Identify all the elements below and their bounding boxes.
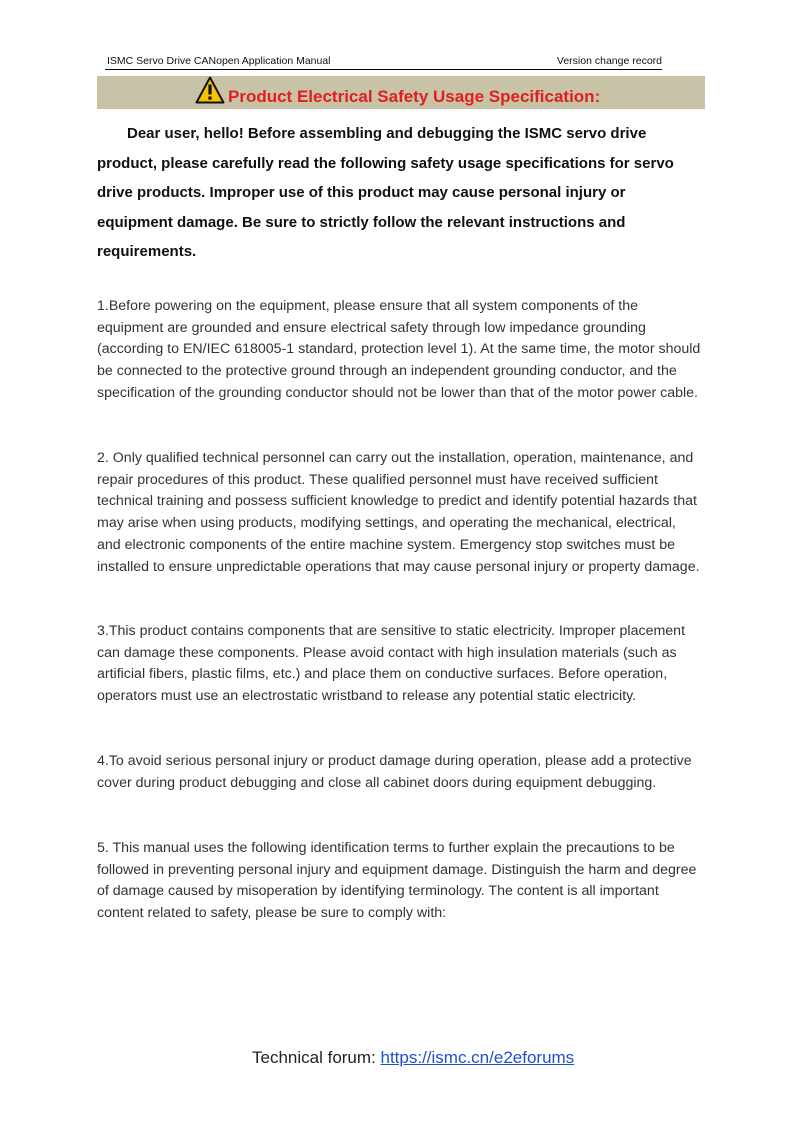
section-title-band — [97, 76, 705, 109]
safety-item-4: 4.To avoid serious personal injury or product damage during operation, please add a protective cover during product debugging and close all cabinet doors during equipment debugging. — [97, 753, 692, 791]
safety-item-2: 2. Only qualified technical personnel can carry out the installation, operation, maintenance, and repair procedures of this product. These qualified personnel must have received sufficient technical training and possess sufficient knowledge to predict and identify potential hazards that may arise when using products, modifying settings, and operating the mechanical, electrical, and electronic components of the entire machine system. Emergency stop switches must be installed to ensure unpredictable operations that may cause personal injury or property damage. — [97, 450, 700, 575]
forum-link[interactable]: https://ismc.cn/e2eforums — [380, 1048, 575, 1067]
safety-item-1: 1.Before powering on the equipment, please ensure that all system components of the equipment are grounded and ensure electrical safety through low impedance grounding (according to EN/IEC 618005-1 standard, protection level 1). At the same time, the motor should be connected to the protective ground through an independent grounding conductor, and the specification of the grounding conductor should not be lower than that of the motor power cable. — [97, 298, 701, 401]
section-title: Product Electrical Safety Usage Specification: — [228, 87, 601, 106]
page-header — [105, 53, 662, 70]
forum-label: Technical forum: — [252, 1048, 381, 1067]
warning-triangle-icon — [195, 76, 225, 104]
header-section-title: Version change record — [556, 55, 662, 67]
safety-item-5: 5. This manual uses the following identification terms to further explain the precautions to be followed in preventing personal injury and equipment damage. Distinguish the harm and degree of damage caused by misoperation by identifying terminology. The content is all important content related to safety, please be sure to comply with: — [97, 840, 697, 922]
safety-item-3: 3.This product contains components that are sensitive to static electricity. Improper placement can damage these components. Please avoid contact with high insulation materials (such as artificial fibers, plastic films, etc.) and place them on conductive surfaces. Before operation, operators must use an electrostatic wristband to release any potential static electricity. — [97, 623, 686, 705]
intro-paragraph: Dear user, hello! Before assembling and debugging the ISMC servo drive product, please carefully read the following safety usage specifications for servo drive products. Improper use of this product may cause personal injury or equipment damage. Be sure to strictly follow the relevant instructions and requirements. — [97, 125, 674, 260]
technical-forum-footer — [252, 1048, 574, 1068]
header-manual-title: ISMC Servo Drive CANopen Application Manual — [107, 55, 331, 67]
